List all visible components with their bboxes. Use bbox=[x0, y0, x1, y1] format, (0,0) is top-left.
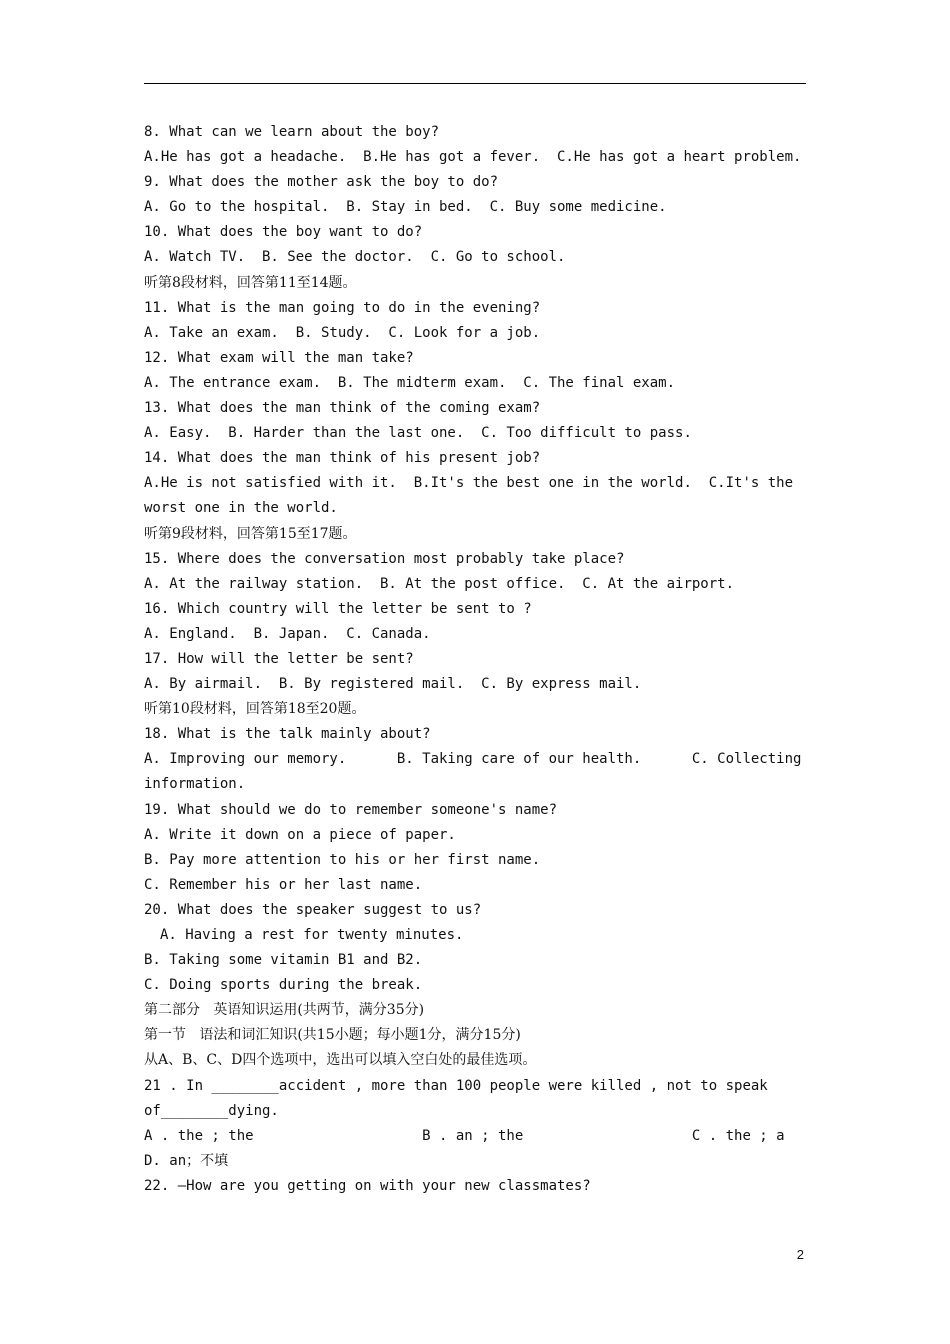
options-11: A. Take an exam. B. Study. C. Look for a job. bbox=[144, 324, 541, 341]
part-two-heading: 第二部分 英语知识运用(共两节，满分35分) bbox=[144, 1002, 425, 1019]
question-10: 10. What does the boy want to do? bbox=[144, 224, 423, 241]
section-heading-9: 听第9段材料，回答第15至17题。 bbox=[144, 525, 357, 542]
option-19b: B. Pay more attention to his or her first name. bbox=[144, 851, 541, 868]
question-16: 16. Which country will the letter be sent to ? bbox=[144, 600, 532, 617]
options-10: A. Watch TV. B. See the doctor. C. Go to school. bbox=[144, 249, 566, 266]
question-13: 13. What does the man think of the coming exam? bbox=[144, 400, 541, 417]
question-21-cont: of________dying. bbox=[144, 1102, 279, 1119]
options-13: A. Easy. B. Harder than the last one. C. Too difficult to pass. bbox=[144, 425, 692, 442]
option-19c: C. Remember his or her last name. bbox=[144, 876, 423, 893]
section-heading-8: 听第8段材料，回答第11至14题。 bbox=[144, 274, 357, 291]
options-18-cont: information. bbox=[144, 776, 246, 793]
question-22: 22. —How are you getting on with your new classmates? bbox=[144, 1177, 591, 1194]
options-8: A.He has got a headache. B.He has got a fever. C.He has got a heart problem. bbox=[144, 149, 802, 166]
options-18: A. Improving our memory. B. Taking care of our health. C. Collecting bbox=[144, 751, 802, 768]
question-19: 19. What should we do to remember someone's name? bbox=[144, 801, 558, 818]
page-number: 2 bbox=[796, 1247, 804, 1262]
options-15: A. At the railway station. B. At the post office. C. At the airport. bbox=[144, 575, 735, 592]
option-21d: D. an；不填 bbox=[144, 1152, 229, 1169]
instructions: 从A、B、C、D四个选项中，选出可以填入空白处的最佳选项。 bbox=[144, 1052, 537, 1069]
question-17: 17. How will the letter be sent? bbox=[144, 650, 414, 667]
question-14: 14. What does the man think of his present job? bbox=[144, 450, 541, 467]
options-16: A. England. B. Japan. C. Canada. bbox=[144, 625, 431, 642]
option-20a: A. Having a rest for twenty minutes. bbox=[160, 927, 464, 943]
options-14: A.He is not satisfied with it. B.It's the best one in the world. C.It's the bbox=[144, 475, 794, 492]
options-14-cont: worst one in the world. bbox=[144, 500, 338, 517]
options-9: A. Go to the hospital. B. Stay in bed. C. Buy some medicine. bbox=[144, 199, 667, 216]
question-18: 18. What is the talk mainly about? bbox=[144, 726, 431, 743]
question-8: 8. What can we learn about the boy? bbox=[144, 124, 440, 140]
section-one-heading: 第一节 语法和词汇知识(共15小题；每小题1分，满分15分) bbox=[144, 1027, 521, 1044]
options-17: A. By airmail. B. By registered mail. C. By express mail. bbox=[144, 676, 642, 693]
options-21: A . the ; the B . an ; the C . the ; a bbox=[144, 1127, 785, 1144]
document-body bbox=[144, 120, 808, 1199]
option-20b: B. Taking some vitamin B1 and B2. bbox=[144, 952, 423, 969]
option-19a: A. Write it down on a piece of paper. bbox=[144, 826, 456, 843]
question-9: 9. What does the mother ask the boy to do? bbox=[144, 174, 499, 191]
header-rule bbox=[144, 83, 806, 84]
question-20: 20. What does the speaker suggest to us? bbox=[144, 901, 482, 918]
section-heading-10: 听第10段材料，回答第18至20题。 bbox=[144, 701, 366, 718]
question-15: 15. Where does the conversation most probably take place? bbox=[144, 550, 625, 567]
question-12: 12. What exam will the man take? bbox=[144, 349, 414, 366]
question-21: 21 . In ________accident , more than 100 people were killed , not to speak bbox=[144, 1077, 768, 1094]
options-12: A. The entrance exam. B. The midterm exam. C. The final exam. bbox=[144, 374, 676, 391]
option-20c: C. Doing sports during the break. bbox=[144, 977, 423, 994]
question-11: 11. What is the man going to do in the evening? bbox=[144, 299, 541, 316]
